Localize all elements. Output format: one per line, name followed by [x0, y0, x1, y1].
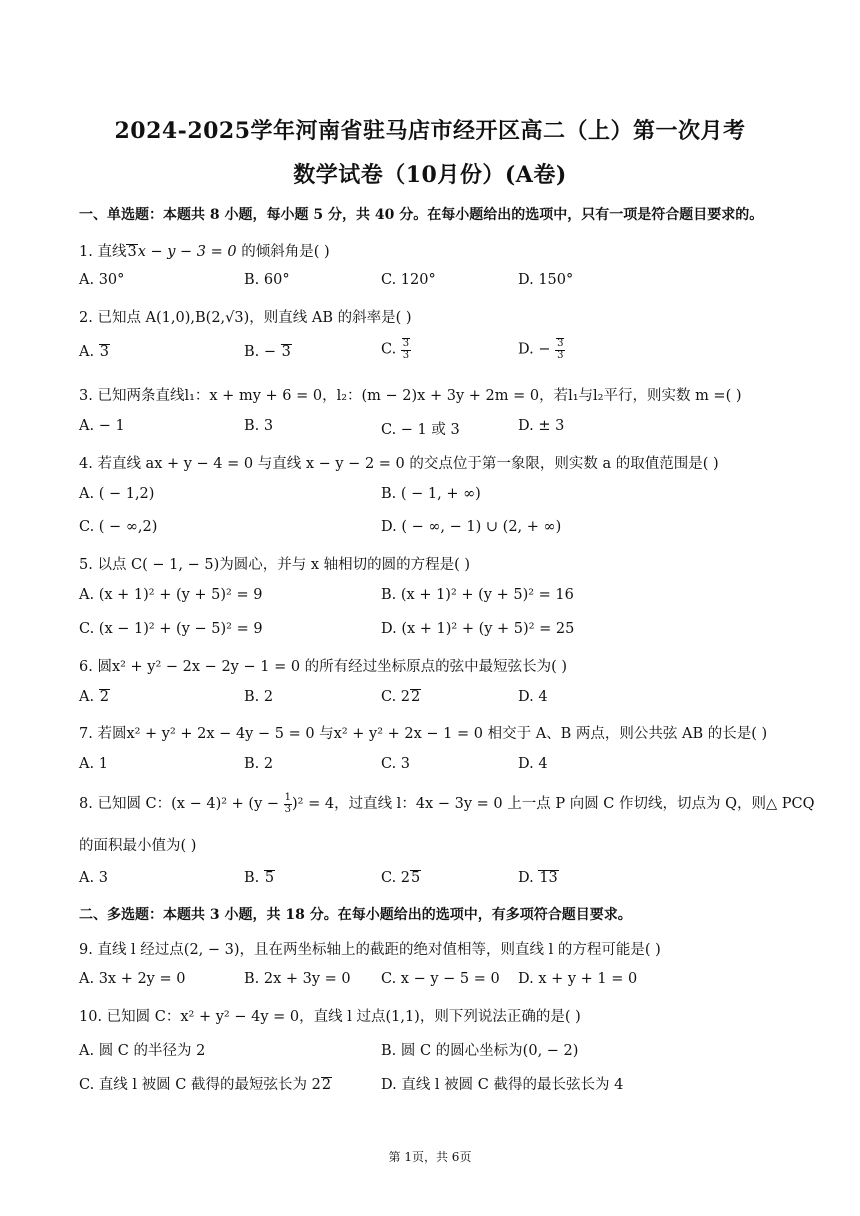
q7-option-b: B. 2 [244, 756, 274, 772]
q4-option-c: C. ( − ∞,2) [79, 519, 158, 535]
question-3: 3. 已知两条直线l₁：x + my + 6 = 0，l₂：(m − 2)x + 3y + 2m = 0，若l₁与l₂平行，则实数 m =( ) [79, 388, 742, 404]
q8-option-b: B. 5 [244, 870, 275, 886]
exam-title: 2024-2025学年河南省驻马店市经开区高二（上）第一次月考 [114, 118, 746, 144]
q5-option-c: C. (x − 1)² + (y − 5)² = 9 [79, 621, 263, 637]
q2-option-a: A. 3 [79, 344, 109, 360]
q4-option-b: B. ( − 1, + ∞) [381, 486, 481, 502]
q10-option-d: D. 直线 l 被圆 C 截得的最长弦长为 4 [381, 1077, 624, 1093]
section-single-choice: 一、单选题：本题共 8 小题，每小题 5 分，共 40 分。在每小题给出的选项中，只有一项是符合题目要求的。 [79, 207, 764, 223]
q2-option-d: D. − $\frac{3}{3}$ [518, 338, 564, 361]
q5-option-b: B. (x + 1)² + (y + 5)² = 16 [381, 587, 574, 603]
q7-option-c: C. 3 [381, 756, 411, 772]
question-7: 7. 若圆x² + y² + 2x − 4y − 5 = 0 与x² + y² + 2x − 1 = 0 相交于 A、B 两点，则公共弦 AB 的长是( ) [79, 726, 768, 742]
q5-option-d: D. (x + 1)² + (y + 5)² = 25 [381, 621, 575, 637]
q1-equation: x − y − 3 = 0 [137, 244, 237, 260]
q6-option-a: A. 2 [79, 689, 109, 705]
q1-option-d: D. 150° [518, 272, 574, 288]
question-2: 2. 已知点 A(1,0),B(2,√3)，则直线 AB 的斜率是( ) [79, 310, 412, 326]
exam-subtitle: 数学试卷（10月份）(A卷) [293, 162, 567, 188]
question-9: 9. 直线 l 经过点(2, − 3)，且在两坐标轴上的截距的绝对值相等，则直线 l 的方程可能是( ) [79, 942, 661, 958]
question-5: 5. 以点 C( − 1, − 5)为圆心，并与 x 轴相切的圆的方程是( ) [79, 557, 471, 573]
question-6: 6. 圆x² + y² − 2x − 2y − 1 = 0 的所有经过坐标原点的弦中最短弦长为( ) [79, 659, 568, 675]
q10-option-b: B. 圆 C 的圆心坐标为(0, − 2) [381, 1043, 579, 1059]
q10-option-a: A. 圆 C 的半径为 2 [79, 1043, 206, 1059]
q4-option-d: D. ( − ∞, − 1) ∪ (2, + ∞) [381, 519, 562, 535]
q9-option-d: D. x + y + 1 = 0 [518, 971, 638, 987]
q3-option-b: B. 3 [244, 418, 274, 434]
q3-option-c: C. − 1 或 3 [381, 422, 460, 438]
q6-option-d: D. 4 [518, 689, 548, 705]
sqrt-symbol: 3 [127, 244, 137, 260]
question-10: 10. 已知圆 C：x² + y² − 4y = 0，直线 l 过点(1,1)，则下列说法正确的是( ) [79, 1009, 581, 1025]
q9-option-c: C. x − y − 5 = 0 [381, 971, 500, 987]
q4-option-a: A. ( − 1,2) [79, 486, 155, 502]
q9-option-b: B. 2x + 3y = 0 [244, 971, 351, 987]
q2-option-b: B. − 3 [244, 344, 291, 360]
page-footer: 第 1页，共 6页 [388, 1150, 472, 1164]
q6-option-c: C. 22 [381, 689, 421, 705]
q5-option-a: A. (x + 1)² + (y + 5)² = 9 [79, 587, 263, 603]
question-4: 4. 若直线 ax + y − 4 = 0 与直线 x − y − 2 = 0 的交点位于第一象限，则实数 a 的取值范围是( ) [79, 456, 719, 472]
q6-option-b: B. 2 [244, 689, 274, 705]
q8-option-d: D. 13 [518, 870, 558, 886]
question-8-continued: 的面积最小值为( ) [79, 838, 197, 854]
question-1 [79, 240, 330, 261]
q1-prefix: 1. 直线 [79, 244, 127, 260]
q7-option-a: A. 1 [79, 756, 108, 772]
q1-suffix: 的倾斜角是( ) [236, 244, 330, 260]
q1-option-a: A. 30° [79, 272, 125, 288]
q8-option-c: C. 25 [381, 870, 421, 886]
q8-option-a: A. 3 [79, 870, 108, 886]
question-8: 8. 已知圆 C：(x − 4)² + (y − $\frac{1}{3}$ )² = 4，过直线 l：4x − 3y = 0 上一点 P 向圆 C 作切线，切点为 Q，则△ PCQ [79, 792, 815, 815]
q2-option-c: C. $\frac{3}{3}$ [381, 338, 410, 361]
q9-option-a: A. 3x + 2y = 0 [79, 971, 186, 987]
q7-option-d: D. 4 [518, 756, 548, 772]
q10-option-c: C. 直线 l 被圆 C 截得的最短弦长为 22 [79, 1077, 332, 1093]
q3-option-a: A. − 1 [79, 418, 125, 434]
q3-option-d: D. ± 3 [518, 418, 565, 434]
section-multiple-choice: 二、多选题：本题共 3 小题，共 18 分。在每小题给出的选项中，有多项符合题目要求。 [79, 907, 632, 923]
q1-option-c: C. 120° [381, 272, 436, 288]
q1-option-b: B. 60° [244, 272, 290, 288]
